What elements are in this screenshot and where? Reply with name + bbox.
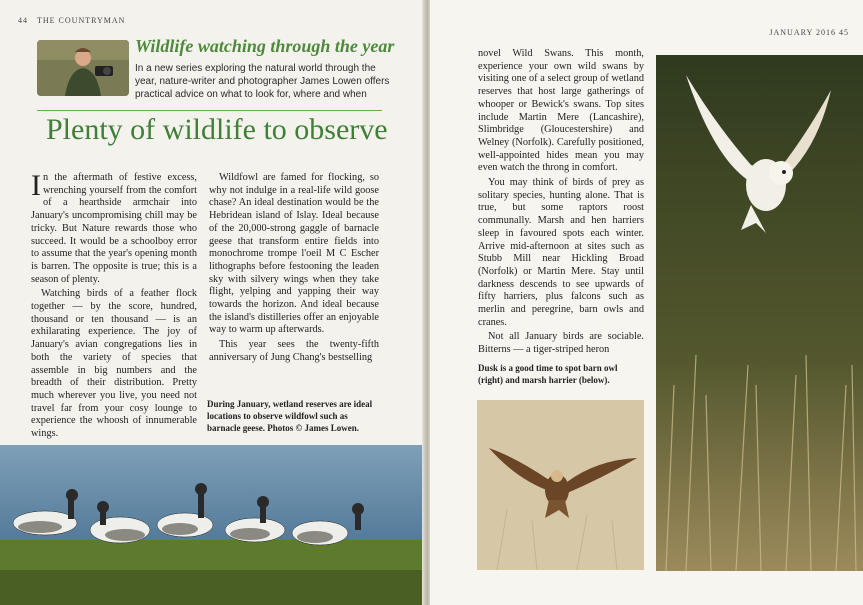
author-photo (37, 40, 129, 96)
article-column-3 (478, 48, 644, 359)
drop-cap: I (31, 169, 41, 202)
paragraph: Not all January birds are sociable. Bitterns — a tiger-striped heron (478, 331, 644, 356)
standfirst: In a new series exploring the natural world through the year, nature-writer and photographer James Lowen offers practical advice on what to look for, where and when (135, 63, 390, 100)
article-column-1 (31, 169, 197, 443)
barnacle-geese-photo (0, 445, 425, 605)
article-column-2 (209, 172, 379, 367)
barn-owl-photo (656, 55, 863, 571)
left-folio (18, 16, 125, 25)
paragraph (31, 169, 197, 286)
paragraph: Wildfowl are famed for flocking, so why not indulge in a real-life wild goose chase? An ideal destination would be the Hebridean island of Islay. Ideal because of the 20,000-strong gaggle of barnacle geese that transform entire fields into monochrome trompe l'oeil M C Escher lithographs before festooning the leaden sky with silvery wings when they take flight, yelping and yapping their way towards the horizon. And ideal because the island's distilleries offer an enjoyable way to warm up afterwards. (209, 172, 379, 336)
marsh-harrier-photo (477, 400, 644, 570)
paragraph: This year sees the twenty-fifth anniversary of Jung Chang's bestselling (209, 339, 379, 363)
magazine-name: THE COUNTRYMAN (37, 16, 126, 25)
article-headline: Plenty of wildlife to observe (46, 113, 388, 146)
paragraph: novel Wild Swans. This month, experience your own wild swans by visiting one of a select group of wetland reserves that host large gatherings of whooper or Bewick's swans. Top sites include Martin Mere (Lancashire), Slimbridge (Gloucestershire) and Welney (Norfolk). Carefully positioned, well-appointed hides mean you may even watch the throng in comfort. (478, 48, 644, 174)
heading-rule (37, 110, 382, 111)
paragraph-text: n the aftermath of festive excess, wrenching yourself from the comfort of a hearthside armchair into January's uncompromising chill may be tricky. But Nature rewards those who succeed. It would be a schoolboy error to assume that the year's opening month is barren. The opposite is true; this is a season of plenty. (31, 172, 197, 285)
page-number-left: 44 (18, 16, 28, 25)
paragraph: You may think of birds of prey as solitary species, hunting alone. That is true, but some raptors roost communally. Marsh and hen harriers sleep in favoured spots each winter. Arrive mid-afternoon at sites such as Stubb Mill near Hickling Broad (Norfolk) or Martin Mere. Stay until darkness descends to see upwards of fifty harriers, plus falcons such as merlin and peregrine, barn owls and cranes. (478, 177, 644, 328)
geese-caption: During January, wetland reserves are ideal locations to observe wildfowl such as barnacle geese. Photos © James Lowen. (207, 399, 373, 433)
owl-harrier-caption: Dusk is a good time to spot barn owl (right) and marsh harrier (below). (478, 363, 618, 385)
left-page (0, 0, 425, 605)
paragraph: Watching birds of a feather flock together — by the score, hundred, thousand or ten thousand — is an exhilarating experience. The joy of January's avian congregations lies in both the variety of species that assemble in big numbers and the breadth of their distribution. Pretty much wherever you live, you need not travel far from your cosy lounge to experience the whoosh of innumerable wings. (31, 288, 197, 440)
right-folio: JANUARY 2016 45 (769, 28, 849, 37)
series-title: Wildlife watching through the year (135, 36, 395, 56)
